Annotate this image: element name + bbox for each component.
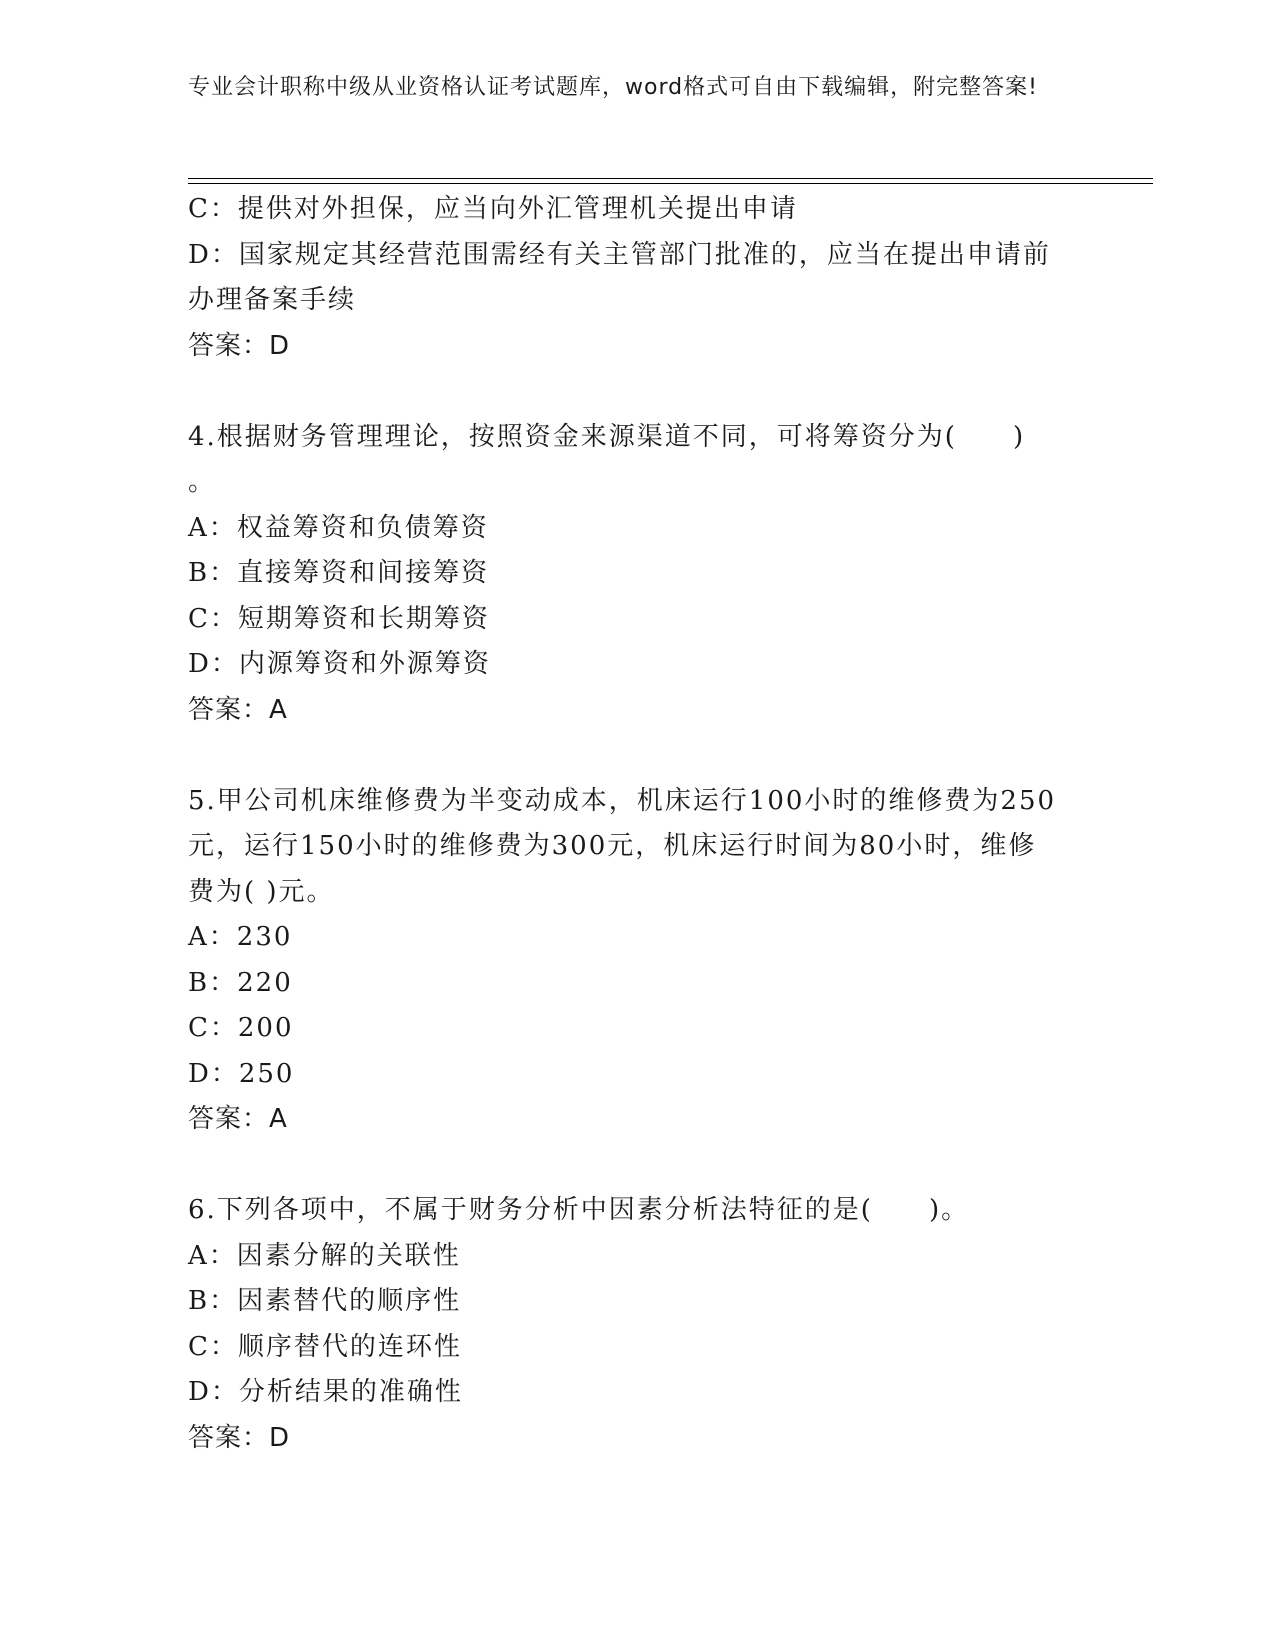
spacer (188, 369, 1088, 415)
header-rule-bottom (188, 183, 1153, 184)
q6-stem-line1: 6.下列各项中，不属于财务分析中因素分析法特征的是( )。 (188, 1195, 970, 1225)
q6-option-c: C：顺序替代的连环性 (188, 1331, 462, 1362)
q3-option-d-line2: 办理备案手续 (188, 285, 357, 315)
spacer (188, 1143, 1088, 1189)
q4-stem-line1: 4.根据财务管理理论，按照资金来源渠道不同，可将筹资分为( ) (188, 421, 1026, 452)
q5-option-c: C：200 (188, 1013, 294, 1043)
q4-option-a: A：权益筹资和负债筹资 (188, 512, 489, 543)
q5-stem-line1: 5.甲公司机床维修费为半变动成本，机床运行100小时的维修费为250 (188, 785, 1057, 816)
q6-option-d: D：分析结果的准确性 (188, 1377, 463, 1407)
header-rule-top (188, 178, 1153, 179)
q5-option-a: A：230 (188, 922, 293, 952)
q5-answer: 答案：A (188, 1104, 288, 1134)
q6-answer: 答案：D (188, 1422, 291, 1453)
question-content (188, 187, 1088, 1461)
q4-stem-line2: 。 (188, 467, 217, 497)
q3-option-c: C：提供对外担保，应当向外汇管理机关提出申请 (188, 194, 798, 224)
q4-option-d: D：内源筹资和外源筹资 (188, 649, 491, 679)
q6-option-a: A：因素分解的关联性 (188, 1240, 461, 1271)
q5-option-b: B：220 (188, 967, 293, 998)
q4-option-c: C：短期筹资和长期筹资 (188, 603, 490, 634)
q4-option-b: B：直接筹资和间接筹资 (188, 558, 490, 588)
q5-stem-line2: 元，运行150小时的维修费为300元，机床运行时间为80小时，维修 (188, 831, 1037, 861)
q6-option-b: B：因素替代的顺序性 (188, 1286, 462, 1316)
spacer (188, 733, 1088, 779)
q3-answer: 答案：D (188, 330, 291, 361)
q5-stem-line3: 费为( )元。 (188, 876, 335, 907)
q5-option-d: D：250 (188, 1058, 295, 1089)
header-note: 专业会计职称中级从业资格认证考试题库，word格式可自由下载编辑，附完整答案! (188, 75, 1038, 100)
q4-answer: 答案：A (188, 694, 288, 725)
q3-option-d-line1: D：国家规定其经营范围需经有关主管部门批准的，应当在提出申请前 (188, 239, 1051, 270)
